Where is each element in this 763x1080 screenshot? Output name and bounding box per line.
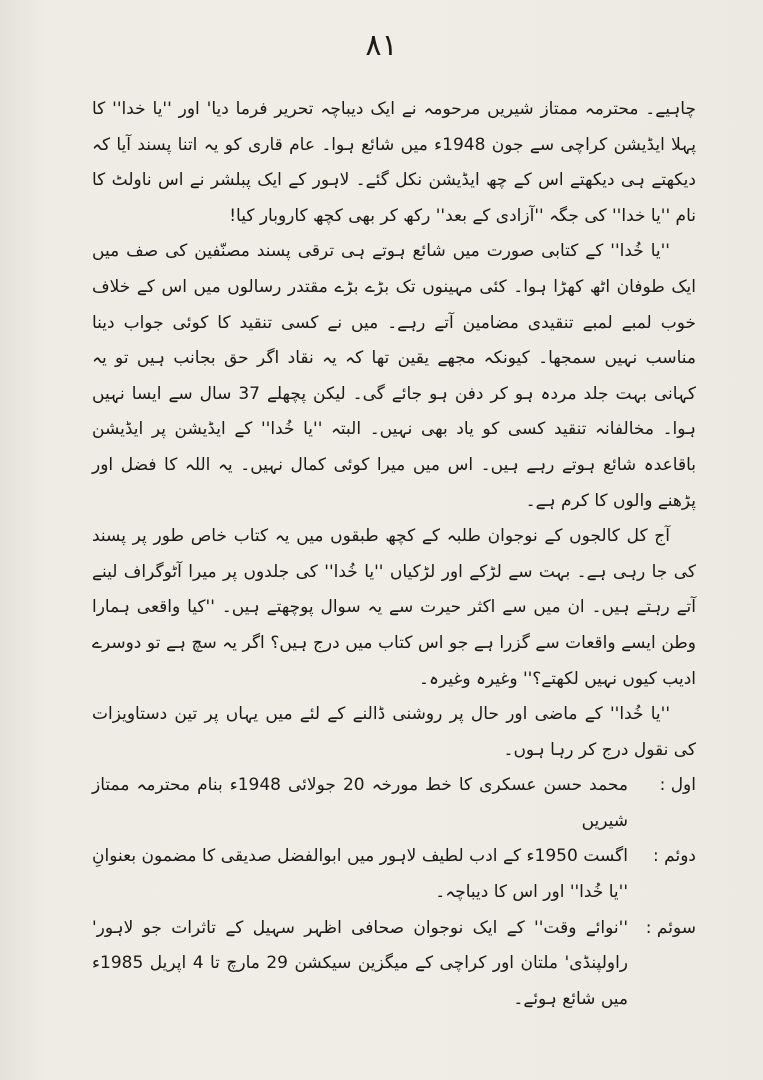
entry-label: دوئم :	[653, 846, 696, 867]
document-entry-second	[92, 839, 696, 910]
entry-text: محمد حسن عسکری کا خط مورخہ 20 جولائی 1948ء بنام محترمہ ممتاز شیریں	[92, 775, 628, 831]
entry-text: ''نوائے وقت'' کے ایک نوجوان صحافی اظہر سہیل کے تاثرات جو لاہور' راولپنڈی' ملتان اور کراچی کے میگزین سیکشن 29 مارچ تا 4 اپریل 1985ء میں شائع ہوئے۔	[92, 917, 629, 1009]
document-entry-third	[92, 911, 696, 1018]
page-body	[92, 92, 696, 1017]
entry-text: اگست 1950ء کے ادب لطیف لاہور میں ابوالفضل صدیقی کا مضمون بعنوانِ ''یا خُدا'' اور اس کا دیباچہ۔	[92, 846, 628, 903]
paragraph-3: آج کل کالجوں کے نوجوان طلبہ کے کچھ طبقوں میں یہ کتاب خاص طور پر پسند کی جا رہی ہے۔ بہت سے لڑکے اور لڑکیاں ''یا خُدا'' کی جلدوں پر میرا آٹوگراف لینے آتے رہتے ہیں۔ ان میں سے اکثر حیرت سے یہ سوال پوچھتے ہیں۔ ''کیا واقعی ہمارا وطن ایسے واقعات سے گزرا ہے جو اس کتاب میں درج ہیں؟ اگر یہ سچ ہے تو دوسرے ادیب کیوں نہیں لکھتے؟'' وغیرہ وغیرہ۔	[92, 526, 696, 689]
paragraph-4: ''یا خُدا'' کے ماضی اور حال پر روشنی ڈالنے کے لئے میں یہاں پر تین دستاویزات کی نقول درج کر رہا ہوں۔	[92, 704, 696, 760]
paragraph-2: ''یا خُدا'' کے کتابی صورت میں شائع ہوتے ہی ترقی پسند مصنّفین کی صف میں ایک طوفان اٹھ کھڑا ہوا۔ کئی مہینوں تک بڑے بڑے مقتدر رسالوں میں اس کے خلاف خوب لمبے لمبے تنقیدی مضامین آتے رہے۔ میں نے کسی تنقید کا کوئی جواب دینا مناسب نہیں سمجھا۔ کیونکہ مجھے یقین تھا کہ یہ نقاد اگر حق بجانب ہیں تو یہ کہانی بہت جلد مردہ ہو کر دفن ہو جائے گی۔ لیکن پچھلے 37 سال سے ایسا نہیں ہوا۔ مخالفانہ تنقید کسی کو یاد بھی نہیں۔ البتہ ''یا خُدا'' کے ایڈیشن پر ایڈیشن باقاعدہ شائع ہوتے رہے ہیں۔ اس میں میرا کوئی کمال نہیں۔ یہ اللہ کا فضل اور پڑھنے والوں کا کرم ہے۔	[92, 241, 696, 511]
entry-label: اول :	[659, 775, 696, 796]
page-number: ٨١	[365, 28, 398, 63]
paragraph-1: چاہیے۔ محترمہ ممتاز شیریں مرحومہ نے ایک دیباچہ تحریر فرما دیا' اور ''یا خدا'' کا پہلا ایڈیشن کراچی سے جون 1948ء میں شائع ہوا۔ عام قاری کو یہ اتنا پسند آیا کہ دیکھتے ہی دیکھتے اس کے چھ ایڈیشن نکل گئے۔ لاہور کے ایک پبلشر نے اس ناولٹ کا نام ''یا خدا'' کی جگہ ''آزادی کے بعد'' رکھ کر بھی کچھ کاروبار کیا!	[92, 99, 696, 226]
entry-label: سوئم :	[645, 917, 696, 938]
document-entry-first	[92, 768, 696, 839]
